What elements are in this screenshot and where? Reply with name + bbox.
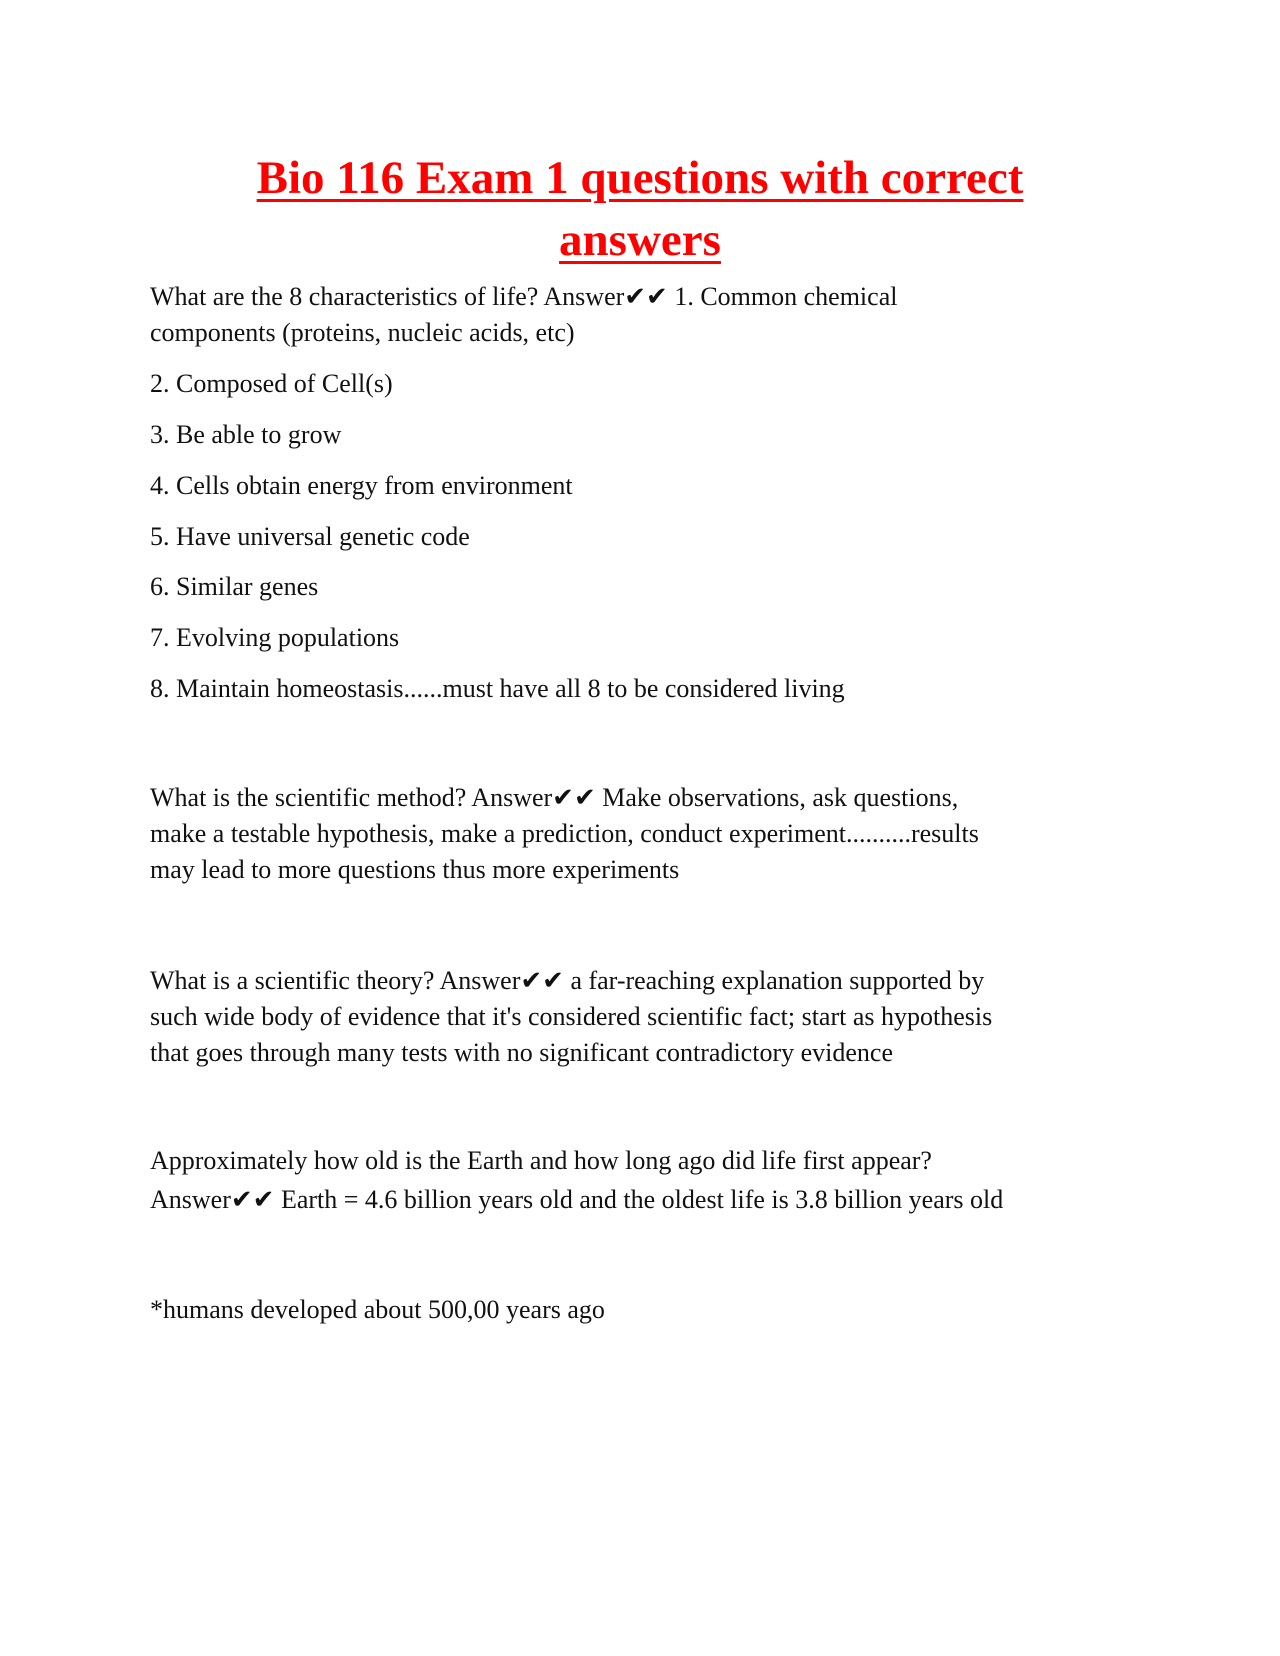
characteristic-item-5: 5. Have universal genetic code	[150, 522, 470, 551]
question-1-line-2: components (proteins, nucleic acids, etc)	[150, 318, 575, 347]
title-line-1: Bio 116 Exam 1 questions with correct	[256, 152, 1024, 204]
question-4-line-1: Approximately how old is the Earth and how long ago did life first appear?	[150, 1146, 932, 1175]
question-1-line-1: What are the 8 characteristics of life? Answer✔✔ 1. Common chemical	[150, 282, 898, 311]
question-2-line-1: What is the scientific method? Answer✔✔ Make observations, ask questions,	[150, 783, 959, 812]
question-3-line-1: What is a scientific theory? Answer✔✔ a far-reaching explanation supported by	[150, 966, 985, 995]
question-4-line-2: Answer✔✔ Earth = 4.6 billion years old and the oldest life is 3.8 billion years old	[150, 1185, 1004, 1214]
characteristic-item-2: 2. Composed of Cell(s)	[150, 369, 393, 398]
question-2-line-3: may lead to more questions thus more experiments	[150, 855, 680, 884]
humans-note: *humans developed about 500,00 years ago	[150, 1295, 605, 1324]
document-title	[150, 147, 1130, 271]
question-1-paragraph	[150, 279, 1120, 351]
question-4-paragraph	[150, 1143, 1120, 1218]
question-2-paragraph	[150, 780, 1120, 888]
characteristic-item-7: 7. Evolving populations	[150, 623, 400, 652]
characteristic-item-6: 6. Similar genes	[150, 572, 319, 601]
question-2-line-2: make a testable hypothesis, make a prediction, conduct experiment..........results	[150, 819, 979, 848]
characteristic-item-8: 8. Maintain homeostasis......must have all 8 to be considered living	[150, 674, 845, 703]
characteristic-item-4: 4. Cells obtain energy from environment	[150, 471, 573, 500]
question-3-line-3: that goes through many tests with no significant contradictory evidence	[150, 1038, 893, 1067]
question-3-paragraph	[150, 963, 1120, 1071]
characteristic-item-3: 3. Be able to grow	[150, 420, 342, 449]
title-line-2: answers	[559, 214, 721, 266]
question-3-line-2: such wide body of evidence that it's considered scientific fact; start as hypothesis	[150, 1002, 993, 1031]
